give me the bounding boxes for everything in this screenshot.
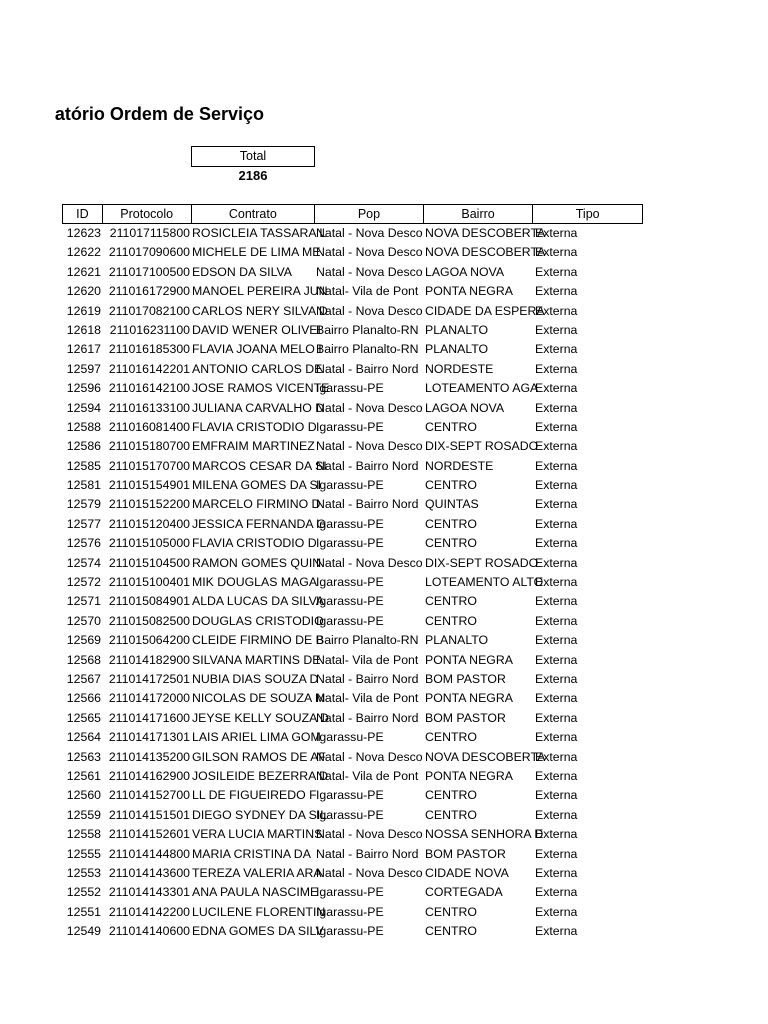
cell-bairro: CENTRO (425, 788, 477, 803)
cell-protocolo: 211015100401 (108, 575, 190, 590)
cell-protocolo: 211015120400 (108, 516, 190, 531)
cell-id: 12622 (66, 245, 101, 260)
cell-tipo: Externa (535, 924, 578, 939)
cell-id: 12560 (66, 788, 101, 803)
cell-id: 12572 (66, 575, 101, 590)
cell-pop: Igarassu-PE (316, 904, 384, 919)
table-row (62, 534, 662, 553)
cell-tipo: Externa (535, 730, 578, 745)
table-row (62, 360, 662, 379)
cell-bairro: NOVA DESCOBERTA (425, 226, 546, 240)
cell-bairro: NOVA DESCOBERTA (425, 245, 546, 260)
cell-id: 12588 (66, 419, 101, 434)
cell-tipo: Externa (535, 885, 578, 900)
cell-contrato: LL DE FIGUEIREDO F (192, 788, 317, 803)
cell-contrato: DAVID WENER OLIVEI (192, 322, 321, 337)
header-id: ID (63, 205, 103, 223)
cell-tipo: Externa (535, 846, 578, 861)
cell-bairro: CENTRO (425, 516, 477, 531)
cell-pop: Natal - Bairro Nord (316, 671, 419, 686)
cell-contrato: LAIS ARIEL LIMA GOM (192, 730, 321, 745)
cell-pop: Natal- Vila de Pont (316, 284, 419, 299)
table-row (62, 418, 662, 437)
cell-tipo: Externa (535, 264, 578, 279)
cell-contrato: DOUGLAS CRISTODIO (192, 613, 324, 628)
cell-protocolo: 211014172000 (108, 691, 190, 706)
cell-bairro: NOSSA SENHORA D (425, 827, 544, 842)
cell-tipo: Externa (535, 633, 578, 648)
header-pop: Pop (315, 205, 424, 223)
cell-contrato: MILENA GOMES DA SI (192, 478, 322, 493)
cell-id: 12586 (66, 439, 101, 454)
cell-protocolo: 211016142201 (108, 361, 190, 376)
cell-id: 12563 (66, 749, 101, 764)
cell-id: 12549 (66, 924, 101, 939)
cell-id: 12617 (66, 342, 101, 357)
cell-contrato: FLAVIA CRISTODIO D (192, 536, 317, 551)
cell-tipo: Externa (535, 710, 578, 725)
cell-contrato: MARIA CRISTINA DA (192, 846, 311, 861)
cell-id: 12564 (66, 730, 101, 745)
cell-id: 12623 (66, 226, 101, 240)
cell-tipo: Externa (535, 342, 578, 357)
cell-tipo: Externa (535, 439, 578, 454)
cell-pop: Natal - Nova Desco (316, 865, 423, 880)
cell-tipo: Externa (535, 749, 578, 764)
cell-protocolo: 211017082100 (108, 303, 190, 318)
table-row (62, 340, 662, 359)
cell-contrato: NICOLAS DE SOUZA M (192, 691, 326, 706)
cell-pop: Igarassu-PE (316, 575, 384, 590)
cell-contrato: MANOEL PEREIRA JUN (192, 284, 328, 299)
cell-protocolo: 211014152700 (108, 788, 190, 803)
cell-id: 12561 (66, 768, 101, 783)
cell-protocolo: 211017100500 (108, 264, 190, 279)
cell-tipo: Externa (535, 322, 578, 337)
cell-id: 12570 (66, 613, 101, 628)
cell-bairro: PLANALTO (425, 633, 489, 648)
cell-pop: Igarassu-PE (316, 478, 384, 493)
cell-bairro: DIX-SEPT ROSADO (425, 555, 539, 570)
cell-id: 12571 (66, 594, 101, 609)
cell-bairro: CIDADE NOVA (425, 865, 509, 880)
cell-bairro: BOM PASTOR (425, 671, 506, 686)
cell-id: 12618 (66, 322, 101, 337)
cell-pop: Natal - Bairro Nord (316, 458, 419, 473)
cell-id: 12597 (66, 361, 101, 376)
table-row (62, 631, 662, 650)
table-row (62, 495, 662, 514)
cell-contrato: EDNA GOMES DA SILV (192, 924, 324, 939)
cell-id: 12552 (66, 885, 101, 900)
cell-tipo: Externa (535, 904, 578, 919)
cell-pop: Natal- Vila de Pont (316, 691, 419, 706)
cell-pop: Bairro Planalto-RN (316, 342, 419, 357)
cell-contrato: MARCELO FIRMINO D (192, 497, 321, 512)
table-row (62, 748, 662, 767)
cell-protocolo: 211016172900 (108, 284, 190, 299)
cell-protocolo: 211014143600 (108, 865, 190, 880)
cell-bairro: BOM PASTOR (425, 710, 506, 725)
cell-contrato: LUCILENE FLORENTIN (192, 904, 326, 919)
header-contrato: Contrato (192, 205, 316, 223)
cell-pop: Natal- Vila de Pont (316, 768, 419, 783)
header-protocolo: Protocolo (103, 205, 192, 223)
cell-id: 12620 (66, 284, 101, 299)
cell-tipo: Externa (535, 555, 578, 570)
header-tipo: Tipo (575, 207, 600, 221)
total-value: 2186 (238, 168, 268, 183)
cell-id: 12568 (66, 652, 101, 667)
table-row (62, 845, 662, 864)
table-row (62, 437, 662, 456)
cell-protocolo: 211014143301 (108, 885, 190, 900)
cell-id: 12581 (66, 478, 101, 493)
cell-bairro: CENTRO (425, 536, 477, 551)
cell-pop: Bairro Planalto-RN (316, 322, 419, 337)
cell-contrato: CARLOS NERY SILVA D (192, 303, 328, 318)
cell-protocolo: 211016142100 (108, 381, 190, 396)
cell-tipo: Externa (535, 245, 578, 260)
table-row (62, 263, 662, 282)
table-row (62, 224, 662, 243)
cell-pop: Natal - Nova Desco (316, 226, 423, 240)
cell-tipo: Externa (535, 575, 578, 590)
table-row (62, 515, 662, 534)
cell-pop: Natal - Nova Desco (316, 400, 423, 415)
cell-bairro: DIX-SEPT ROSADO (425, 439, 539, 454)
cell-tipo: Externa (535, 458, 578, 473)
cell-pop: Natal- Vila de Pont (316, 652, 419, 667)
header-bairro: Bairro (424, 205, 534, 223)
cell-tipo: Externa (535, 536, 578, 551)
cell-tipo: Externa (535, 400, 578, 415)
cell-pop: Igarassu-PE (316, 516, 384, 531)
cell-id: 12574 (66, 555, 101, 570)
cell-bairro: CENTRO (425, 594, 477, 609)
cell-pop: Natal - Nova Desco (316, 264, 423, 279)
cell-pop: Natal - Nova Desco (316, 303, 423, 318)
table-row (62, 806, 662, 825)
table-row (62, 321, 662, 340)
table-row (62, 476, 662, 495)
cell-contrato: ANTONIO CARLOS DE (192, 361, 323, 376)
cell-tipo: Externa (535, 613, 578, 628)
cell-contrato: MICHELE DE LIMA ME (192, 245, 321, 260)
cell-tipo: Externa (535, 381, 578, 396)
cell-id: 12566 (66, 691, 101, 706)
cell-tipo: Externa (535, 652, 578, 667)
cell-id: 12558 (66, 827, 101, 842)
cell-protocolo: 211015084901 (108, 594, 190, 609)
cell-tipo: Externa (535, 419, 578, 434)
cell-tipo: Externa (535, 691, 578, 706)
cell-tipo: Externa (535, 478, 578, 493)
cell-tipo: Externa (535, 226, 578, 240)
cell-protocolo: 211014142200 (108, 904, 190, 919)
cell-tipo: Externa (535, 594, 578, 609)
cell-tipo: Externa (535, 284, 578, 299)
cell-pop: Natal - Bairro Nord (316, 710, 419, 725)
cell-bairro: CENTRO (425, 904, 477, 919)
table-row (62, 399, 662, 418)
cell-tipo: Externa (535, 671, 578, 686)
cell-id: 12619 (66, 303, 101, 318)
cell-id: 12576 (66, 536, 101, 551)
cell-contrato: MIK DOUGLAS MAGA (192, 575, 318, 590)
cell-bairro: CENTRO (425, 924, 477, 939)
cell-protocolo: 211016231100 (109, 322, 190, 337)
cell-bairro: NORDESTE (425, 458, 494, 473)
cell-protocolo: 211017115800 (109, 226, 190, 240)
cell-contrato: SILVANA MARTINS DE (192, 652, 321, 667)
cell-contrato: ALDA LUCAS DA SILVA (192, 594, 325, 609)
cell-id: 12596 (66, 381, 101, 396)
cell-protocolo: 211014140600 (108, 924, 190, 939)
cell-bairro: LOTEAMENTO ALTO (425, 575, 544, 590)
cell-protocolo: 211014162900 (108, 768, 190, 783)
table-row (62, 825, 662, 844)
cell-protocolo: 211015170700 (108, 458, 190, 473)
cell-bairro: PLANALTO (425, 322, 489, 337)
cell-bairro: QUINTAS (425, 497, 479, 512)
table-row (62, 554, 662, 573)
cell-id: 12555 (66, 846, 101, 861)
cell-pop: Bairro Planalto-RN (316, 633, 419, 648)
cell-bairro: NORDESTE (425, 361, 494, 376)
cell-pop: Igarassu-PE (316, 594, 384, 609)
cell-bairro: LOTEAMENTO AGA (425, 381, 539, 396)
cell-bairro: CENTRO (425, 419, 477, 434)
cell-protocolo: 211014151501 (108, 807, 190, 822)
cell-bairro: PONTA NEGRA (425, 691, 513, 706)
cell-contrato: JOSE RAMOS VICENTE (192, 381, 330, 396)
table-row (62, 767, 662, 786)
cell-bairro: PONTA NEGRA (425, 768, 513, 783)
table-row (62, 689, 662, 708)
cell-contrato: JEYSE KELLY SOUZA D (192, 710, 329, 725)
cell-bairro: LAGOA NOVA (425, 264, 505, 279)
cell-pop: Igarassu-PE (316, 885, 384, 900)
cell-bairro: NOVA DESCOBERTA (425, 749, 546, 764)
cell-bairro: PLANALTO (425, 342, 489, 357)
cell-protocolo: 211015082500 (108, 613, 190, 628)
cell-id: 12579 (66, 497, 101, 512)
cell-contrato: JESSICA FERNANDA G (192, 516, 326, 531)
cell-contrato: ROSICLEIA TASSARA L (192, 226, 327, 240)
cell-protocolo: 211014171600 (108, 710, 190, 725)
cell-id: 12585 (66, 458, 101, 473)
cell-pop: Natal - Nova Desco (316, 827, 423, 842)
cell-pop: Igarassu-PE (316, 381, 384, 396)
cell-bairro: CENTRO (425, 807, 477, 822)
cell-id: 12559 (66, 807, 101, 822)
table-header (62, 204, 643, 224)
cell-id: 12567 (66, 671, 101, 686)
table-row (62, 728, 662, 747)
cell-pop: Natal - Bairro Nord (316, 846, 419, 861)
cell-protocolo: 211015064200 (108, 633, 190, 648)
cell-id: 12621 (66, 264, 101, 279)
cell-contrato: GILSON RAMOS DE AF (192, 749, 326, 764)
cell-contrato: ANA PAULA NASCIME (192, 885, 319, 900)
cell-pop: Igarassu-PE (316, 924, 384, 939)
cell-pop: Natal - Nova Desco (316, 245, 423, 260)
table-row (62, 379, 662, 398)
cell-contrato: TEREZA VALERIA ARA (192, 865, 322, 880)
cell-pop: Igarassu-PE (316, 807, 384, 822)
cell-pop: Natal - Nova Desco (316, 749, 423, 764)
cell-pop: Igarassu-PE (316, 730, 384, 745)
cell-tipo: Externa (535, 807, 578, 822)
cell-id: 12565 (66, 710, 101, 725)
cell-id: 12577 (66, 516, 101, 531)
table-row (62, 243, 662, 262)
cell-protocolo: 211015152200 (108, 497, 190, 512)
cell-protocolo: 211014152601 (108, 827, 190, 842)
table-body (62, 224, 662, 941)
cell-contrato: FLAVIA JOANA MELO I (192, 342, 322, 357)
cell-protocolo: 211016185300 (108, 342, 190, 357)
table-row (62, 282, 662, 301)
cell-contrato: FLAVIA CRISTODIO D (192, 419, 317, 434)
cell-tipo: Externa (535, 516, 578, 531)
table-row (62, 903, 662, 922)
cell-pop: Natal - Bairro Nord (316, 497, 419, 512)
cell-protocolo: 211014172501 (108, 671, 190, 686)
cell-contrato: MARCOS CESAR DA SI (192, 458, 327, 473)
cell-bairro: PONTA NEGRA (425, 652, 513, 667)
table-row (62, 302, 662, 321)
cell-contrato: NUBIA DIAS SOUZA D (192, 671, 319, 686)
cell-pop: Natal - Bairro Nord (316, 361, 419, 376)
cell-protocolo: 211014182900 (108, 652, 190, 667)
cell-id: 12594 (66, 400, 101, 415)
cell-protocolo: 211017090600 (108, 245, 190, 260)
table-row (62, 651, 662, 670)
table-row (62, 883, 662, 902)
table-row (62, 592, 662, 611)
cell-id: 12553 (66, 865, 101, 880)
total-label: Total (191, 146, 315, 167)
cell-tipo: Externa (535, 865, 578, 880)
cell-contrato: JULIANA CARVALHO D (192, 400, 325, 415)
table-row (62, 612, 662, 631)
cell-contrato: JOSILEIDE BEZERRA D (192, 768, 328, 783)
cell-bairro: LAGOA NOVA (425, 400, 505, 415)
cell-tipo: Externa (535, 788, 578, 803)
cell-tipo: Externa (535, 497, 578, 512)
cell-protocolo: 211015154901 (108, 478, 190, 493)
cell-tipo: Externa (535, 303, 578, 318)
table-row (62, 864, 662, 883)
cell-protocolo: 211015105000 (108, 536, 190, 551)
cell-bairro: BOM PASTOR (425, 846, 506, 861)
cell-bairro: CORTEGADA (425, 885, 503, 900)
cell-id: 12551 (66, 904, 101, 919)
cell-tipo: Externa (535, 361, 578, 376)
table-row (62, 786, 662, 805)
cell-contrato: VERA LUCIA MARTINS (192, 827, 323, 842)
cell-pop: Igarassu-PE (316, 613, 384, 628)
cell-contrato: RAMON GOMES QUIN (192, 555, 322, 570)
cell-protocolo: 211016133100 (108, 400, 190, 415)
cell-bairro: PONTA NEGRA (425, 284, 513, 299)
cell-contrato: EMFRAIM MARTINEZ (192, 439, 315, 454)
cell-bairro: CENTRO (425, 478, 477, 493)
cell-protocolo: 211014171301 (108, 730, 190, 745)
cell-pop: Igarassu-PE (316, 419, 384, 434)
cell-contrato: EDSON DA SILVA (192, 264, 293, 279)
cell-protocolo: 211014135200 (108, 749, 190, 764)
cell-bairro: CIDADE DA ESPERA (425, 303, 545, 318)
table-row (62, 709, 662, 728)
cell-tipo: Externa (535, 768, 578, 783)
cell-contrato: CLEIDE FIRMINO DE B (192, 633, 324, 648)
table-row (62, 573, 662, 592)
cell-pop: Natal - Nova Desco (316, 555, 423, 570)
table-row (62, 670, 662, 689)
cell-id: 12569 (66, 633, 101, 648)
cell-bairro: CENTRO (425, 730, 477, 745)
cell-contrato: DIEGO SYDNEY DA SIL (192, 807, 328, 822)
cell-protocolo: 211015180700 (108, 439, 190, 454)
cell-protocolo: 211015104500 (108, 555, 190, 570)
cell-protocolo: 211014144800 (108, 846, 190, 861)
cell-pop: Igarassu-PE (316, 536, 384, 551)
cell-tipo: Externa (535, 827, 578, 842)
cell-protocolo: 211016081400 (108, 419, 190, 434)
cell-pop: Natal - Nova Desco (316, 439, 423, 454)
cell-pop: Igarassu-PE (316, 788, 384, 803)
table-row (62, 457, 662, 476)
report-title: atório Ordem de Serviço (54, 104, 264, 124)
cell-bairro: CENTRO (425, 613, 477, 628)
table-row (62, 922, 662, 941)
